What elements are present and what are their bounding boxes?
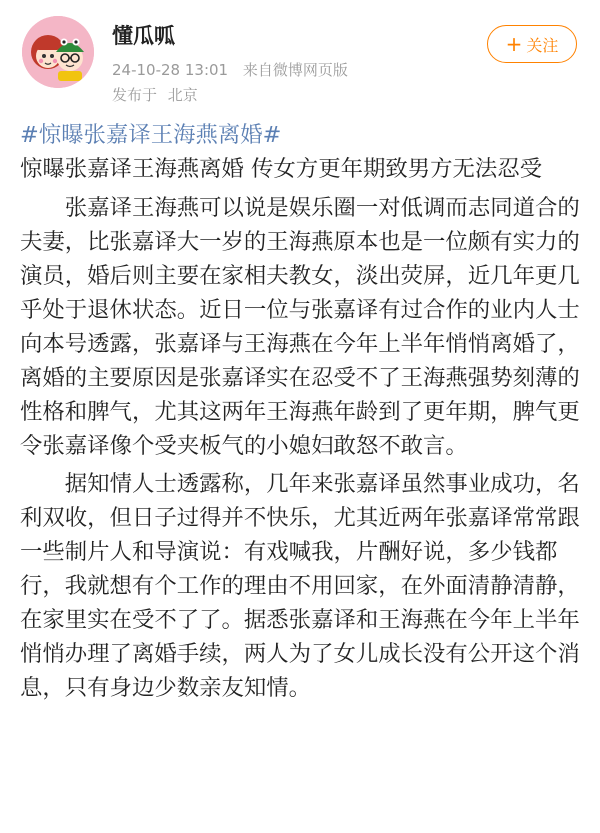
topic-hashtag-link[interactable]: #惊曝张嘉译王海燕离婚# [20, 122, 282, 148]
follow-button[interactable] [487, 25, 577, 63]
post-content [20, 118, 582, 705]
post-title: 惊曝张嘉译王海燕离婚 传女方更年期致男方无法忍受 [20, 156, 543, 182]
post-source: 来自微博网页版 [242, 61, 348, 79]
post-header [0, 0, 600, 120]
post-meta [112, 60, 348, 80]
location-name: 北京 [167, 86, 198, 104]
author-name[interactable]: 懂瓜呱 [112, 24, 175, 48]
post-location [112, 85, 198, 105]
follow-label: 关注 [526, 35, 559, 55]
location-prefix: 发布于 [112, 86, 158, 104]
plus-icon: + [505, 32, 523, 56]
post-paragraph: 张嘉译王海燕可以说是娱乐圈一对低调而志同道合的夫妻，比张嘉译大一岁的王海燕原本也是一位颇有实力的演员，婚后则主要在家相夫教女，淡出荧屏，近几年更几乎处于退休状态。近日一位与张嘉译有过合作的业内人士向本号透露，张嘉译与王海燕在今年上半年悄悄离婚了，离婚的主要原因是张嘉译实在忍受不了王海燕强势刻薄的性格和脾气，尤其这两年王海燕年龄到了更年期，脾气更令张嘉译像个受夹板气的小媳妇敢怒不敢言。 [20, 195, 580, 459]
cartoon-couple-avatar-icon [22, 16, 94, 88]
avatar[interactable] [22, 16, 94, 88]
post-timestamp: 24-10-28 13:01 [112, 61, 229, 79]
post-paragraph: 据知情人士透露称，几年来张嘉译虽然事业成功，名利双收，但日子过得并不快乐，尤其近两年张嘉译常常跟一些制片人和导演说：有戏喊我，片酬好说，多少钱都行，我就想有个工作的理由不用回家，在外面清静清静，在家里实在受不了了。据悉张嘉译和王海燕在今年上半年悄悄办理了离婚手续，两人为了女儿成长没有公开这个消息，只有身边少数亲友知情。 [20, 471, 580, 701]
